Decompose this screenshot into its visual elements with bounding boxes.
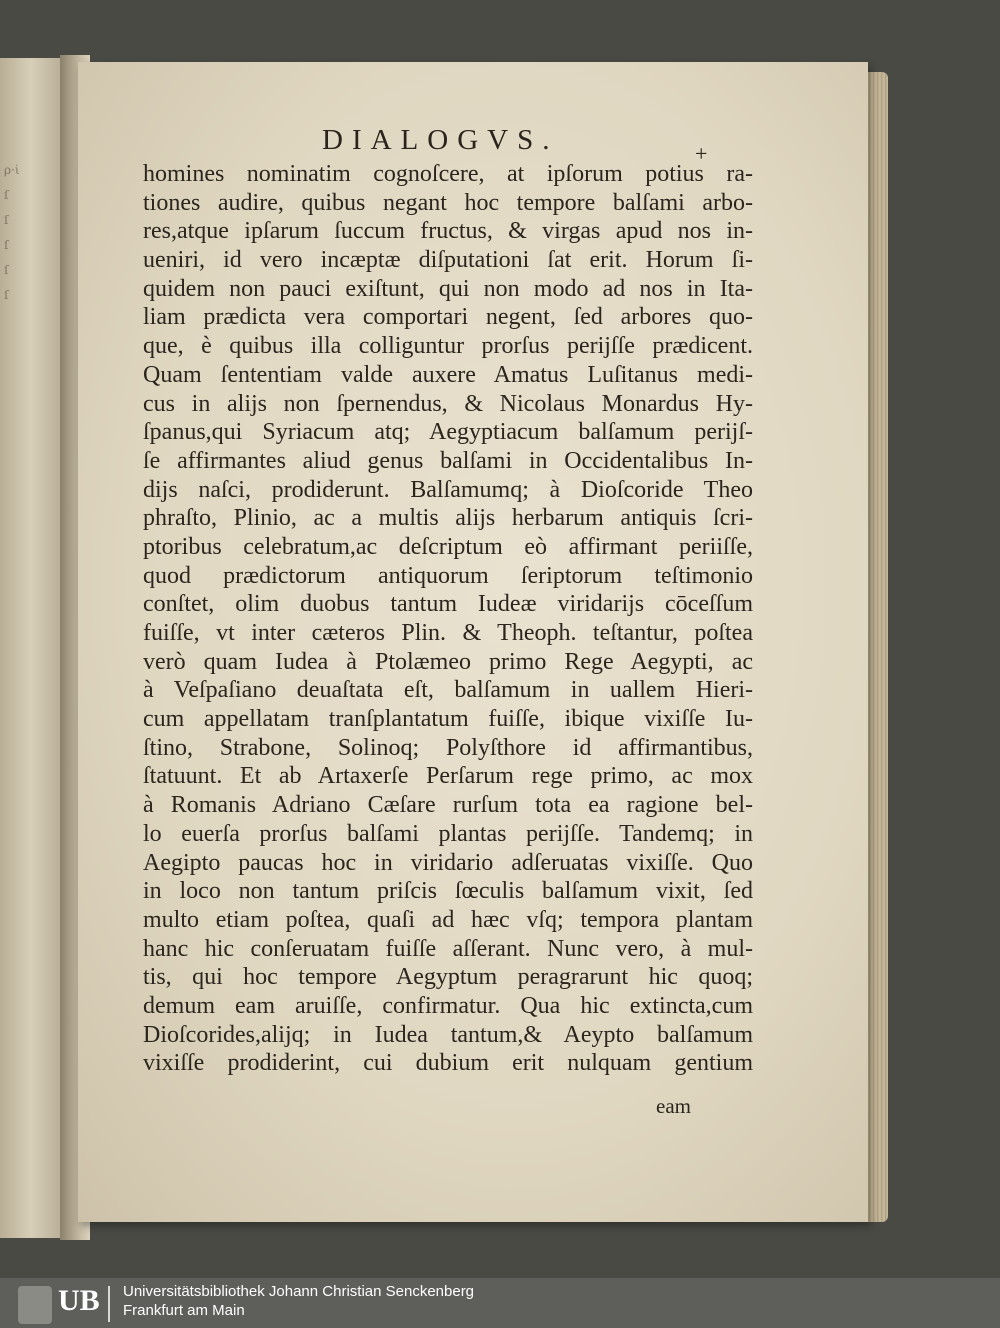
text-line: res,atque ipſarum ſuccum fructus, & virgas apud nos in- [143,218,753,245]
text-line: verò quam Iudea à Ptolæmeo primo Rege Aegypti, ac [143,648,753,675]
ub-logo: UB [58,1284,100,1317]
institution-city: Frankfurt am Main [123,1302,245,1319]
text-line: cus in alijs non ſpernendus, & Nicolaus Monardus Hy- [143,390,753,417]
text-line: dijs naſci, prodiderunt. Balſamumq; à Dioſcoride Theo [143,476,753,503]
footer-bar [0,1278,1000,1328]
text-line: Aegipto paucas hoc in viridario adſeruatas vixiſſe. Quo [143,849,753,876]
text-line: fuiſſe, vt inter cæteros Plin. & Theoph. teſtantur, poſtea [143,620,753,646]
text-line: tis, qui hoc tempore Aegyptum peragrarunt hic quoq; [143,964,753,991]
text-line: ſtino, Strabone, Solinoq; Polyſthore id affirmantibus, [143,734,753,761]
text-line: multo etiam poſtea, quaſi ad hæc vſq; tempora plantam [143,906,753,933]
text-line: ſe affirmantes aliud genus balſami in Occidentalibus In- [143,447,753,474]
text-line: à Veſpaſiano deuaſtata eſt, balſamum in uallem Hieri- [143,677,753,704]
catchword: eam [656,1094,691,1118]
text-line: lo euerſa prorſus balſami plantas perijſſe. Tandemq; in [143,820,753,847]
text-line: Quam ſententiam valde auxere Amatus Luſitanus medi- [143,361,753,388]
text-line: conſtet, olim duobus tantum Iudeæ viridarijs cōceſſum [143,591,753,618]
text-line: que, è quibus illa colliguntur prorſus perijſſe prædicent. [143,333,753,360]
institution-name: Universitätsbibliothek Johann Christian Senckenberg [123,1283,475,1300]
text-line: ſtatuunt. Et ab Artaxerſe Perſarum rege primo, ac mox [143,763,753,790]
text-line: demum eam aruiſſe, confirmatur. Qua hic extincta,cum [143,992,753,1019]
text-line: ſpanus,qui Syriacum atq; Aegyptiacum balſamum perijſ- [143,419,753,446]
text-line: vixiſſe prodiderint, cui dubium erit nulquam gentium [143,1050,753,1077]
text-line: à Romanis Adriano Cæſare rurſum tota ea ragione bel- [143,792,753,819]
text-line: tiones audire, quibus negant hoc tempore balſami arbo- [143,189,753,216]
text-line: Dioſcorides,alijq; in Iudea tantum,& Aeypto balſamum [143,1021,753,1048]
senckenberg-portrait-icon [18,1286,52,1324]
logo-divider [108,1286,110,1322]
text-line: hanc hic conſeruatam fuiſſe aſſerant. Nunc vero, à mul- [143,935,753,962]
text-line: quidem non pauci exiſtunt, qui non modo ad nos in Ita- [143,275,753,302]
text-line: liam prædicta vera comportari negent, ſed arbores quo- [143,304,753,331]
text-line: in loco non tantum priſcis ſœculis balſamum vixit, ſed [143,878,753,905]
left-page-bleed-decoration: ρ·ι̇ ſ ſ ſ ſ ſ [4,163,20,302]
body-text [143,160,753,1078]
text-line: homines nominatim cognoſcere, at ipſorum potius ra- [143,161,753,187]
text-line: cum appellatam tranſplantatum fuiſſe, ibique vixiſſe Iu- [143,706,753,733]
text-line: ueniri, id vero incæptæ diſputationi ſat erit. Horum ſi- [143,247,753,274]
header-mark: + [695,141,708,166]
running-header: DIALOGVS. [322,124,559,156]
text-line: quod prædictorum antiquorum ſeriptorum teſtimonio [143,562,753,589]
text-line: ptoribus celebratum,ac deſcriptum eò affirmant periiſſe, [143,533,753,560]
text-line: phraſto, Plinio, ac a multis alijs herbarum antiquis ſcri- [143,505,753,532]
